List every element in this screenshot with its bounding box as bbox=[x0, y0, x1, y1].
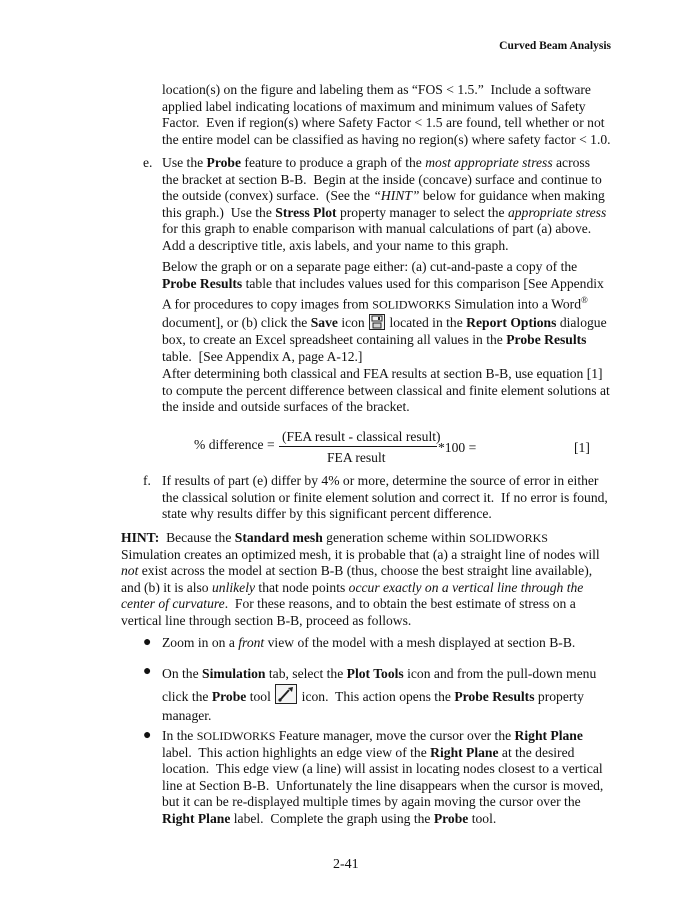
item-marker-e: e. bbox=[143, 155, 153, 170]
term-probe: Probe bbox=[211, 689, 247, 704]
text-run: label. This action highlights an edge view of the bbox=[162, 744, 431, 760]
equation-denominator: FEA result bbox=[327, 450, 386, 465]
text-line: Below the graph or on a separate page either: (a) cut-and-paste a copy of the bbox=[162, 259, 578, 274]
item-e-paragraph-2 bbox=[162, 259, 607, 366]
item-f-paragraph bbox=[162, 473, 608, 523]
text-run: . For these reasons, and to obtain the best estimate of stress on a bbox=[224, 596, 576, 612]
equation-number: [1] bbox=[574, 440, 590, 455]
text-line: Factor. Even if region(s) where Safety Factor < 1.5 are found, tell whether or not bbox=[162, 115, 605, 131]
emphasis: center of curvature bbox=[121, 596, 225, 612]
text-run: that node points bbox=[255, 579, 349, 595]
bullet-dot: ● bbox=[143, 728, 152, 743]
text-line: state why results differ by this significant percent difference. bbox=[162, 506, 492, 522]
text-line: line at Section B-B. Unfortunately the line disappears when the cursor is moved, bbox=[162, 777, 604, 793]
text-run: click the bbox=[162, 689, 212, 704]
text-run: icon and from the pull-down menu bbox=[403, 666, 597, 681]
term-probe: Probe bbox=[433, 810, 469, 826]
text-line: If results of part (e) differ by 4% or more, determine the source of error in either bbox=[162, 473, 599, 488]
text-line: Simulation creates an optimized mesh, it is probable that (a) a straight line of nodes will bbox=[121, 546, 600, 562]
text-line: the inside and outside surfaces of the bracket. bbox=[162, 399, 410, 415]
term-report-options: Report Options bbox=[466, 315, 557, 331]
brand-solidworks: SOLIDWORKS bbox=[469, 531, 548, 545]
text-run: the outside (convex) surface. (See the bbox=[162, 188, 374, 204]
text-line: vertical line through section B-B, proceed as follows. bbox=[121, 612, 412, 628]
text-run: Simulation into a Word bbox=[450, 296, 581, 312]
emphasis: appropriate stress bbox=[507, 204, 607, 220]
text-run: box, to create an Excel spreadsheet containing all values in the bbox=[162, 332, 507, 348]
term-standard-mesh: Standard mesh bbox=[234, 530, 323, 545]
term-right-plane: Right Plane bbox=[162, 810, 231, 826]
text-run: document], or (b) click the bbox=[162, 315, 311, 331]
text-line: table. [See Appendix A, page A-12.] bbox=[162, 348, 363, 364]
text-run: generation scheme within bbox=[322, 530, 470, 545]
text-run: property manager to select the bbox=[336, 204, 508, 220]
page-number: 2-41 bbox=[333, 857, 359, 872]
hint-paragraph bbox=[121, 530, 600, 630]
term-right-plane: Right Plane bbox=[430, 744, 499, 760]
text-line: location. This edge view (a line) will assist in locating nodes closest to a vertical bbox=[162, 761, 603, 777]
emphasis: most appropriate stress bbox=[425, 155, 553, 170]
text-run: view of the model with a mesh displayed at section B-B. bbox=[264, 635, 576, 650]
bullet-dot: ● bbox=[143, 635, 152, 650]
equation-lhs: % difference = bbox=[194, 437, 275, 452]
text-run: Because the bbox=[159, 530, 235, 545]
save-icon bbox=[369, 314, 385, 330]
equation-multiplier: *100 = bbox=[438, 440, 477, 455]
text-run: located in the bbox=[386, 315, 467, 331]
running-header: Curved Beam Analysis bbox=[499, 40, 611, 52]
item-e-paragraph-1 bbox=[162, 155, 606, 255]
bullet-dot: ● bbox=[143, 664, 152, 679]
term-probe-results: Probe Results bbox=[506, 332, 587, 348]
term-probe-results: Probe Results bbox=[162, 275, 243, 291]
text-line: the entire model can be classified as having no region(s) where safety factor < 1.0. bbox=[162, 131, 611, 147]
text-run: table that includes values used for this comparison [See Appendix bbox=[242, 275, 604, 291]
brand-solidworks: SOLIDWORKS bbox=[196, 729, 276, 743]
registered-mark: ® bbox=[581, 295, 588, 306]
term-probe-results: Probe Results bbox=[454, 689, 535, 704]
emphasis: occur exactly on a vertical line through the bbox=[348, 579, 584, 595]
brand-solidworks: SOLIDWORKS bbox=[372, 297, 451, 312]
text-line: Add a descriptive title, axis labels, and your name to this graph. bbox=[162, 237, 509, 253]
text-run: Zoom in on a bbox=[162, 635, 239, 650]
text-line: but it can be re-displayed multiple times by again moving the cursor over the bbox=[162, 794, 581, 810]
text-run: label. Complete the graph using the bbox=[230, 810, 434, 826]
emphasis: front bbox=[238, 635, 265, 650]
text-run: tool bbox=[246, 689, 275, 704]
item-marker-f: f. bbox=[143, 473, 151, 488]
text-run: icon. This action opens the bbox=[298, 689, 455, 704]
text-run: tool. bbox=[468, 810, 497, 826]
text-run: property bbox=[534, 689, 584, 704]
text-run: A for procedures to copy images from bbox=[162, 296, 373, 312]
bullet-item-3 bbox=[162, 728, 603, 828]
text-line: the bracket at section B-B. Begin at the inside (concave) surface and continue to bbox=[162, 171, 602, 187]
text-run: Use the bbox=[162, 155, 207, 170]
equation-numerator: (FEA result - classical result) bbox=[282, 429, 441, 444]
text-run: at the desired bbox=[498, 744, 575, 760]
hint-label: HINT: bbox=[121, 530, 160, 545]
text-run: Feature manager, move the cursor over the bbox=[275, 728, 515, 743]
text-run: below for guidance when making bbox=[419, 188, 605, 204]
item-e-paragraph-3 bbox=[162, 366, 610, 416]
term-save: Save bbox=[310, 315, 338, 331]
bullet-item-1 bbox=[162, 635, 575, 652]
text-run: dialogue bbox=[556, 315, 607, 331]
emphasis: not bbox=[121, 563, 139, 579]
term-simulation: Simulation bbox=[202, 666, 266, 681]
text-line: to compute the percent difference between classical and finite element solutions at bbox=[162, 382, 610, 398]
text-line: manager. bbox=[162, 708, 212, 723]
text-run: feature to produce a graph of the bbox=[241, 155, 426, 170]
text-line: applied label indicating locations of maximum and minimum values of Safety bbox=[162, 98, 586, 114]
text-line: location(s) on the figure and labeling them as “FOS < 1.5.” Include a software bbox=[162, 82, 591, 97]
text-run: icon bbox=[337, 315, 369, 331]
text-run: across bbox=[552, 155, 590, 170]
text-run: this graph.) Use the bbox=[162, 204, 276, 220]
term-stress-plot: Stress Plot bbox=[275, 204, 337, 220]
text-line: the classical solution or finite element solution and correct it. If no error is found, bbox=[162, 489, 608, 505]
bullet-item-2 bbox=[162, 664, 596, 725]
text-line: for this graph to enable comparison with manual calculations of part (a) above. bbox=[162, 221, 592, 237]
text-run: exist across the model at section B-B (thus, choose the best straight line available), bbox=[138, 563, 593, 579]
text-run: and (b) it is also bbox=[121, 579, 212, 595]
text-run: On the bbox=[162, 666, 203, 681]
emphasis: unlikely bbox=[212, 579, 256, 595]
top-paragraph bbox=[162, 82, 611, 148]
text-line: After determining both classical and FEA results at section B-B, use equation [1] bbox=[162, 366, 603, 381]
term-plot-tools: Plot Tools bbox=[346, 666, 404, 681]
term-right-plane: Right Plane bbox=[514, 728, 583, 743]
emphasis: “HINT” bbox=[373, 188, 420, 204]
text-run: In the bbox=[162, 728, 197, 743]
term-probe: Probe bbox=[206, 155, 242, 170]
text-run: tab, select the bbox=[265, 666, 347, 681]
probe-icon bbox=[275, 684, 297, 704]
fraction-bar bbox=[279, 446, 437, 447]
